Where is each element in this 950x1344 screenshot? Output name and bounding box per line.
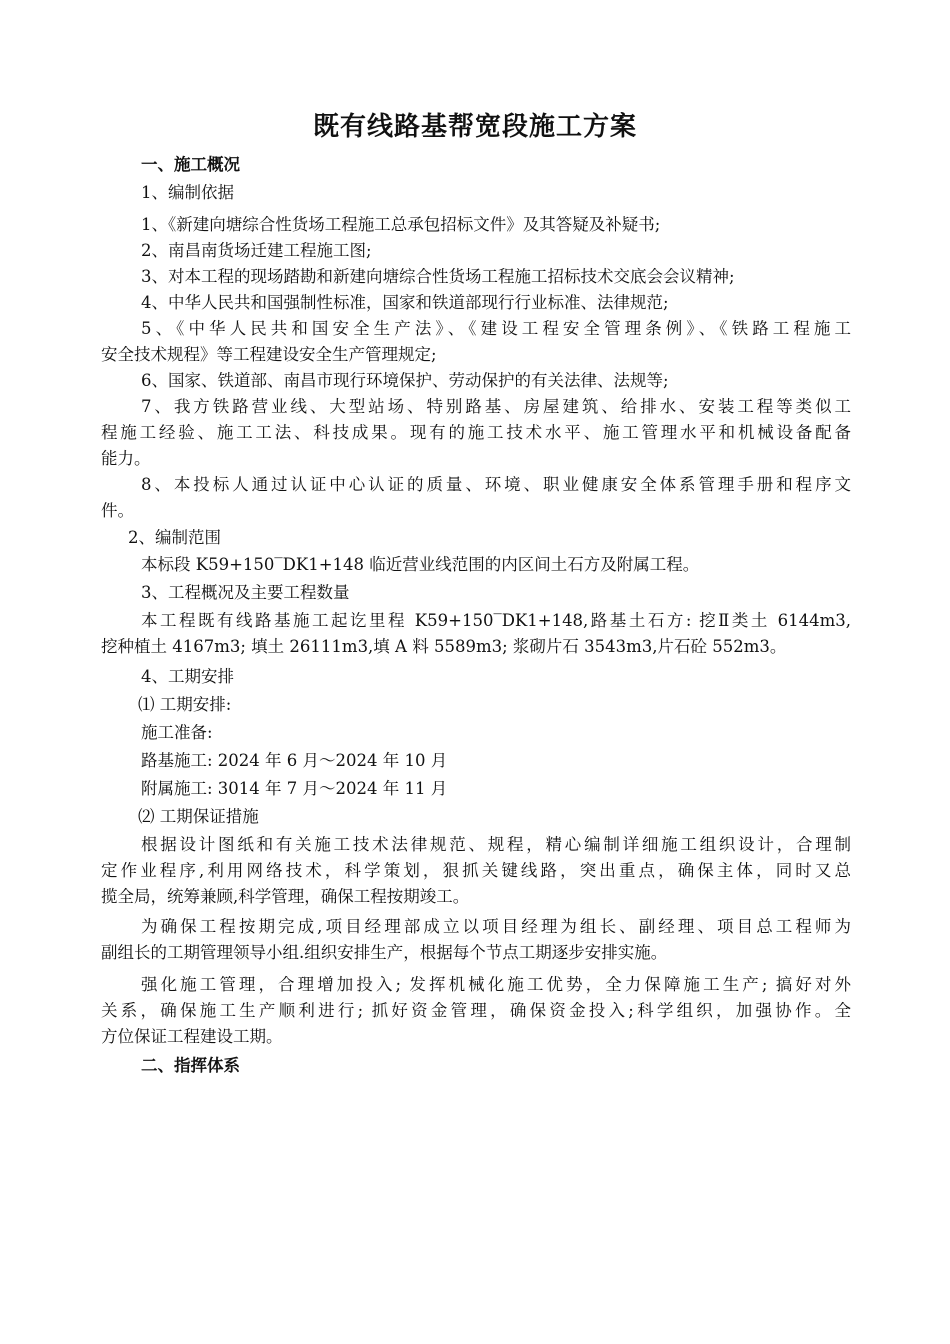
paragraph-3-line2: 关系，确保施工生产顺利进行; 抓好资金管理，确保资金投入;科学组织，加强协作。全 — [101, 1001, 851, 1020]
schedule-prep: 施工准备: — [141, 723, 213, 742]
list-item: 3、对本工程的现场踏勘和新建向塘综合性货场工程施工招标技术交底会会议精神; — [141, 267, 735, 286]
measures-heading: ⑵ 工期保证措施 — [138, 807, 259, 826]
paragraph-2-line1: 为确保工程按期完成,项目经理部成立以项目经理为组长、副经理、项目总工程师为 — [141, 917, 851, 936]
list-item-7-line2: 程施工经验、施工工法、科技成果。现有的施工技术水平、施工管理水平和机械设备配备 — [101, 423, 851, 442]
schedule-heading: ⑴ 工期安排: — [138, 695, 232, 714]
paragraph-1-line1: 根据设计图纸和有关施工技术法律规范、规程，精心编制详细施工组织设计，合理制 — [141, 835, 851, 854]
scope-text: 本标段 K59+150‾DK1+148 临近营业线范围的内区间土石方及附属工程。 — [141, 555, 700, 574]
paragraph-1-line2: 定作业程序,利用网络技术，科学策划，狠抓关键线路，突出重点，确保主体，同时又总 — [101, 861, 851, 880]
list-item-7-line1: 7、我方铁路营业线、大型站场、特别路基、房屋建筑、给排水、安装工程等类似工 — [141, 397, 851, 416]
list-item-8-line1: 8、本投标人通过认证中心认证的质量、环境、职业健康安全体系管理手册和程序文 — [141, 475, 851, 494]
list-item: 1、《新建向塘综合性货场工程施工总承包招标文件》及其答疑及补疑书; — [141, 215, 661, 234]
list-item: 2、南昌南货场迁建工程施工图; — [141, 241, 372, 260]
overview-line2: 挖种植土 4167m3; 填土 26111m3,填 A 料 5589m3; 浆砌片石 3543m3,片石砼 552m3。 — [101, 637, 787, 656]
paragraph-2-line2: 副组长的工期管理领导小组.组织安排生产，根据每个节点工期逐步安排实施。 — [101, 943, 668, 962]
schedule-roadbed: 路基施工: 2024 年 6 月～2024 年 10 月 — [141, 751, 448, 770]
section-heading-2: 二、指挥体系 — [141, 1056, 240, 1075]
paragraph-3-line3: 方位保证工程建设工期。 — [101, 1027, 283, 1046]
paragraph-3-line1: 强化施工管理，合理增加投入; 发挥机械化施工优势，全力保障施工生产; 搞好对外 — [141, 975, 851, 994]
list-item: 4、中华人民共和国强制性标准，国家和铁道部现行行业标准、法律规范; — [141, 293, 669, 312]
overview-line1: 本工程既有线路基施工起讫里程 K59+150‾DK1+148,路基土石方: 挖Ⅱ类土 6144m3, — [141, 611, 851, 630]
subheading-basis: 1、编制依据 — [141, 183, 234, 202]
list-item-5-line1: 5、《中华人民共和国安全生产法》、《建设工程安全管理条例》、《铁路工程施工 — [141, 319, 851, 338]
subheading-overview: 3、工程概况及主要工程数量 — [141, 583, 350, 602]
list-item-5-line2: 安全技术规程》等工程建设安全生产管理规定; — [101, 345, 437, 364]
schedule-ancillary: 附属施工: 3014 年 7 月～2024 年 11 月 — [141, 779, 448, 798]
paragraph-1-line3: 揽全局，统筹兼顾,科学管理，确保工程按期竣工。 — [101, 887, 470, 906]
page-title: 既有线路基帮宽段施工方案 — [312, 112, 637, 142]
list-item-7-line3: 能力。 — [101, 449, 151, 468]
list-item-6: 6、国家、铁道部、南昌市现行环境保护、劳动保护的有关法律、法规等; — [141, 371, 669, 390]
subheading-scope: 2、编制范围 — [128, 528, 221, 547]
subheading-schedule: 4、工期安排 — [141, 667, 234, 686]
section-heading-1: 一、施工概况 — [141, 155, 240, 174]
list-item-8-line2: 件。 — [101, 501, 134, 520]
